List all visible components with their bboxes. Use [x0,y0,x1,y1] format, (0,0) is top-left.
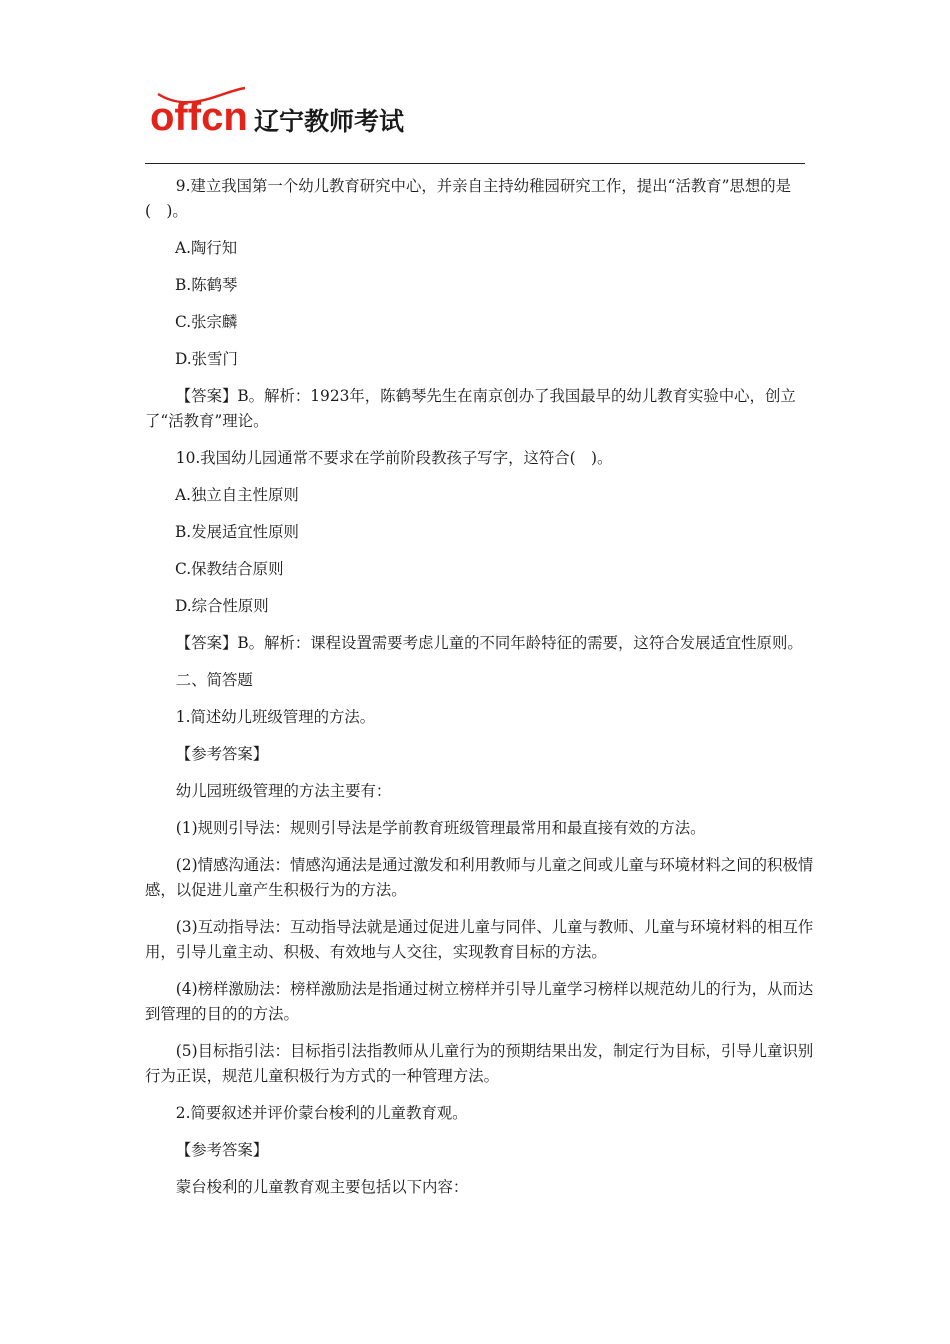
reference-answer-label: 【参考答案】 [175,745,269,763]
option-d: D.张雪门 [175,350,238,368]
logo-text: offcn [150,95,248,139]
option-a: A.独立自主性原则 [175,486,299,504]
option-b: B.陈鹤琴 [175,276,238,294]
answer-intro: 幼儿园班级管理的方法主要有： [175,782,392,800]
question-9: 9.建立我国第一个幼儿教育研究中心，并亲自主持幼稚园研究工作，提出“活教育”思想的是( )。 [145,177,792,220]
document-body [145,174,817,1212]
brand-name: 辽宁教师考试 [254,107,405,136]
option-d: D.综合性原则 [175,597,269,615]
section-heading: 二、简答题 [175,671,253,689]
short-question-2: 2.简要叙述并评价蒙台梭利的儿童教育观。 [175,1104,468,1122]
answer-point: (4)榜样激励法：榜样激励法是指通过树立榜样并引导儿童学习榜样以规范幼儿的行为，从而达到管理的目的的方法。 [145,980,814,1023]
short-question-1: 1.简述幼儿班级管理的方法。 [175,708,376,726]
option-b: B.发展适宜性原则 [175,523,299,541]
answer-10: 【答案】B。解析：课程设置需要考虑儿童的不同年龄特征的需要，这符合发展适宜性原则。 [175,634,803,652]
header-divider [145,163,805,164]
answer-point: (3)互动指导法：互动指导法就是通过促进儿童与同伴、儿童与教师、儿童与环境材料的相互作用，引导儿童主动、积极、有效地与人交往，实现教育目标的方法。 [145,918,814,961]
answer-9: 【答案】B。解析：1923年，陈鹤琴先生在南京创办了我国最早的幼儿教育实验中心，创立了“活教育”理论。 [145,387,796,430]
option-c: C.保教结合原则 [175,560,284,578]
option-a: A.陶行知 [175,239,238,257]
offcn-logo [150,84,410,140]
answer-intro: 蒙台梭利的儿童教育观主要包括以下内容： [175,1178,469,1196]
answer-point: (5)目标指引法：目标指引法指教师从儿童行为的预期结果出发，制定行为目标，引导儿童识别行为正误，规范儿童积极行为方式的一种管理方法。 [145,1042,814,1085]
answer-point: (2)情感沟通法：情感沟通法是通过激发和利用教师与儿童之间或儿童与环境材料之间的积极情感，以促进儿童产生积极行为的方法。 [145,856,814,899]
reference-answer-label: 【参考答案】 [175,1141,269,1159]
answer-point: (1)规则引导法：规则引导法是学前教育班级管理最常用和最直接有效的方法。 [175,819,706,837]
logo-graphic [150,84,410,140]
question-10: 10.我国幼儿园通常不要求在学前阶段教孩子写字，这符合( )。 [175,449,613,467]
option-c: C.张宗麟 [175,313,238,331]
